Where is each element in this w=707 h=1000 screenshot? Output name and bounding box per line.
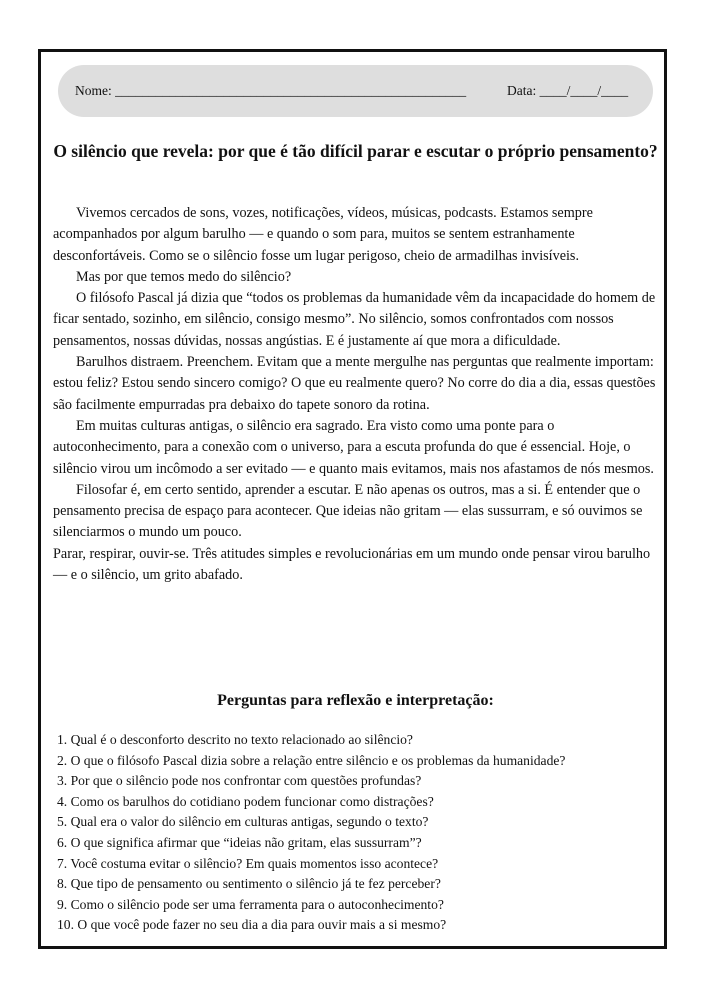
question-item: 2. O que o filósofo Pascal dizia sobre a relação entre silêncio e os problemas da humanidade? [57,752,566,768]
question-item: 5. Qual era o valor do silêncio em culturas antigas, segundo o texto? [57,814,429,830]
paragraph: Barulhos distraem. Preenchem. Evitam que a mente mergulhe nas perguntas que realmente importam: estou feliz? Estou sendo sincero comigo? O que eu realmente quero? No corre do dia a dia, essas questões são facilmente empurradas pra debaixo do tapete sonoro da rotina. [53,354,656,413]
question-item: 4. Como os barulhos do cotidiano podem funcionar como distrações? [57,793,434,809]
questions-list [57,730,661,936]
question-item: 7. Você costuma evitar o silêncio? Em quais momentos isso acontece? [57,855,439,871]
question-item: 6. O que significa afirmar que “ideias não gritam, elas sussurram”? [57,834,422,850]
paragraph: O filósofo Pascal já dizia que “todos os problemas da humanidade vêm da incapacidade do homem de ficar sentado, sozinho, em silêncio, consigo mesmo”. No silêncio, somos confrontados com nossos pensamentos, nossas dúvidas, nossas angústias. E é justamente aí que mora a dificuldade. [53,290,656,349]
question-item: 10. O que você pode fazer no seu dia a dia para ouvir mais a si mesmo? [57,917,447,933]
date-field-label[interactable]: Data: ____/____/____ [507,83,629,98]
paragraph: Vivemos cercados de sons, vozes, notificações, vídeos, músicas, podcasts. Estamos sempre acompanhados por algum barulho — e quando o som para, muitos se sentem estranhamente desconfortáveis. Como se o silêncio fosse um lugar perigoso, cheio de armadilhas invisíveis. [53,205,593,264]
question-item: 9. Como o silêncio pode ser uma ferramenta para o autoconhecimento? [57,896,444,912]
header-bar [58,65,653,117]
paragraph: Em muitas culturas antigas, o silêncio era sagrado. Era visto como uma ponte para o autoconhecimento, para a conexão com o universo, para a escuta profunda do que é essencial. Hoje, o silêncio virou um incômodo a ser evitado — e quanto mais evitamos, mais nos afastamos de nós mesmos. [53,417,654,477]
question-item: 1. Qual é o desconforto descrito no texto relacionado ao silêncio? [57,732,413,747]
question-item: 3. Por que o silêncio pode nos confrontar com questões profundas? [57,773,422,789]
paragraph: Filosofar é, em certo sentido, aprender a escutar. E não apenas os outros, mas a si. É entender que o pensamento precisa de espaço para acontecer. Que ideias não gritam — elas sussurram, e só ouvimos se silenciarmos o mundo um pouco. [53,481,643,541]
questions-title: Perguntas para reflexão e interpretação: [217,692,494,709]
article-body [53,203,659,586]
question-item: 8. Que tipo de pensamento ou sentimento o silêncio já te fez perceber? [57,876,441,892]
paragraph: Parar, respirar, ouvir-se. Três atitudes simples e revolucionárias em um mundo onde pensar virou barulho — e o silêncio, um grito abafado. [53,545,651,584]
paragraph: Mas por que temos medo do silêncio? [76,268,292,285]
name-field-label[interactable]: Nome: ____________________________________________________ [75,83,467,98]
page-title: O silêncio que revela: por que é tão difícil parar e escutar o próprio pensamento? [53,141,658,161]
worksheet-frame [38,49,667,949]
